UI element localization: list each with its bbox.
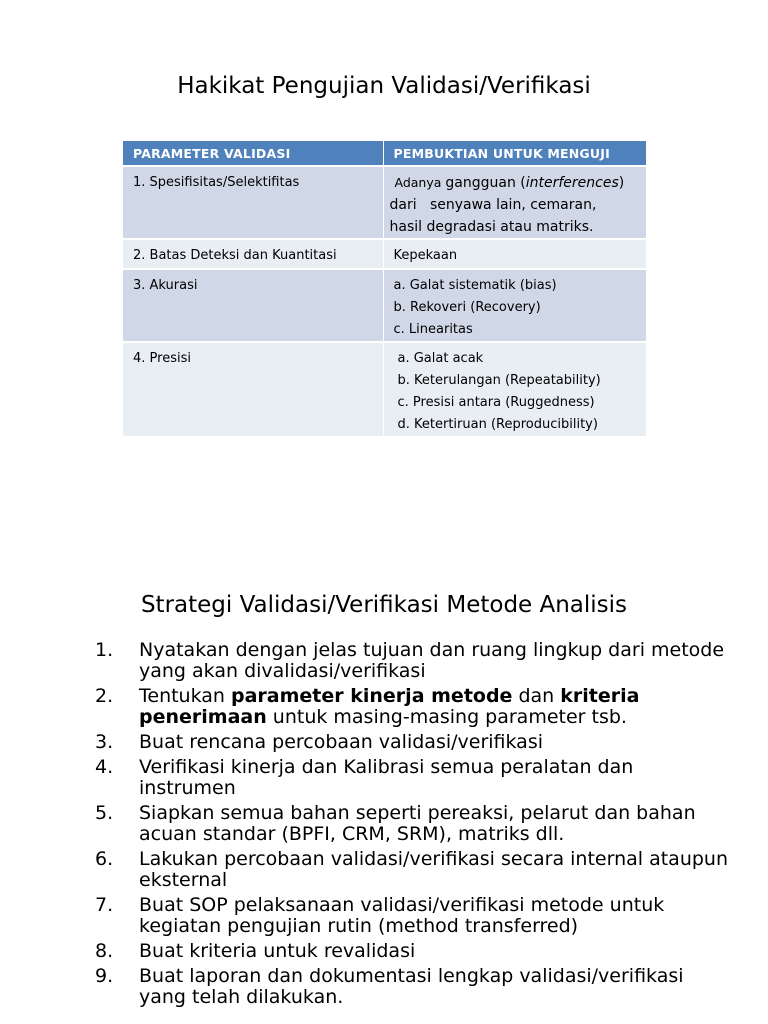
step-text: dan — [512, 685, 561, 707]
proof-cell — [383, 342, 646, 436]
step-number: 4. — [95, 756, 114, 778]
list-item — [95, 640, 735, 682]
proof-lines — [394, 245, 647, 267]
step-text: Buat rencana percobaan validasi/verifikasi — [139, 731, 544, 753]
step-number: 8. — [95, 940, 114, 962]
step-text: untuk masing-masing parameter tsb. — [266, 706, 627, 728]
step-text: Lakukan percobaan validasi/verifikasi secara internal ataupun eksternal — [139, 848, 729, 891]
table-row — [123, 239, 646, 269]
proof-line: a. Galat acak — [397, 351, 484, 366]
proof-line — [394, 172, 647, 194]
proof-line: hasil degradasi atau matriks. — [389, 219, 594, 235]
list-item — [95, 895, 735, 937]
list-item — [95, 803, 735, 845]
param-cell: 4. Presisi — [123, 342, 383, 436]
step-number: 2. — [95, 685, 114, 707]
proof-lines — [394, 348, 647, 436]
proof-lines — [394, 275, 647, 341]
proof-line: d. Ketertiruan (Reproducibility) — [397, 417, 598, 432]
table-row — [123, 342, 646, 436]
page-title-validation-nature: Hakikat Pengujian Validasi/Verifikasi — [177, 73, 591, 99]
list-item — [95, 849, 735, 891]
proof-cell — [383, 166, 646, 239]
step-text-bold: kriteria penerimaan — [139, 685, 640, 728]
param-cell: 1. Spesifisitas/Selektifitas — [123, 166, 383, 239]
step-text: Tentukan — [139, 685, 231, 707]
table-header-row — [123, 141, 646, 166]
proof-lines — [389, 172, 647, 238]
step-number: 3. — [95, 731, 114, 753]
proof-line: c. Presisi antara (Ruggedness) — [397, 395, 595, 410]
step-number: 7. — [95, 894, 114, 916]
proof-text: gangguan ( — [445, 175, 526, 191]
table-row — [123, 269, 646, 342]
step-text: Nyatakan dengan jelas tujuan dan ruang lingkup dari metode yang akan divalidasi/verifikasi — [139, 639, 725, 682]
proof-text-italic: interferences — [525, 175, 619, 191]
table-row — [123, 166, 646, 239]
step-text: Siapkan semua bahan seperti pereaksi, pelarut dan bahan acuan standar (BPFI, CRM, SRM), matriks dll. — [139, 802, 696, 845]
step-text-bold: parameter kinerja metode — [231, 685, 513, 707]
list-item — [95, 941, 735, 962]
header-parameter: PARAMETER VALIDASI — [123, 141, 383, 166]
list-item — [95, 757, 735, 799]
proof-line: c. Linearitas — [393, 322, 473, 337]
proof-cell — [383, 269, 646, 342]
proof-cell — [383, 239, 646, 269]
step-text: Verifikasi kinerja dan Kalibrasi semua peralatan dan instrumen — [139, 756, 634, 799]
param-cell: 2. Batas Deteksi dan Kuantitasi — [123, 239, 383, 269]
header-proof: PEMBUKTIAN UNTUK MENGUJI — [383, 141, 646, 166]
step-text: Buat laporan dan dokumentasi lengkap validasi/verifikasi yang telah dilakukan. — [139, 965, 684, 1008]
param-cell: 3. Akurasi — [123, 269, 383, 342]
proof-line: b. Rekoveri (Recovery) — [393, 300, 541, 315]
proof-text: Adanya — [394, 175, 446, 190]
proof-line: Kepekaan — [393, 248, 458, 263]
step-number: 6. — [95, 848, 114, 870]
list-item — [95, 686, 735, 728]
strategy-steps-list — [95, 640, 735, 1012]
step-text: Buat kriteria untuk revalidasi — [139, 940, 416, 962]
step-number: 9. — [95, 965, 114, 987]
step-number: 5. — [95, 802, 114, 824]
validation-parameter-table — [123, 141, 646, 436]
list-item — [95, 732, 735, 753]
proof-line: b. Keterulangan (Repeatability) — [397, 373, 601, 388]
section-title-strategy: Strategi Validasi/Verifikasi Metode Analisis — [140, 592, 628, 618]
list-item — [95, 966, 735, 1008]
proof-line: a. Galat sistematik (bias) — [393, 278, 557, 293]
proof-text: ) — [618, 175, 625, 191]
step-number: 1. — [95, 639, 114, 661]
proof-line: dari senyawa lain, cemaran, — [389, 197, 597, 213]
step-text: Buat SOP pelaksanaan validasi/verifikasi metode untuk kegiatan pengujian rutin (method transferred) — [139, 894, 665, 937]
